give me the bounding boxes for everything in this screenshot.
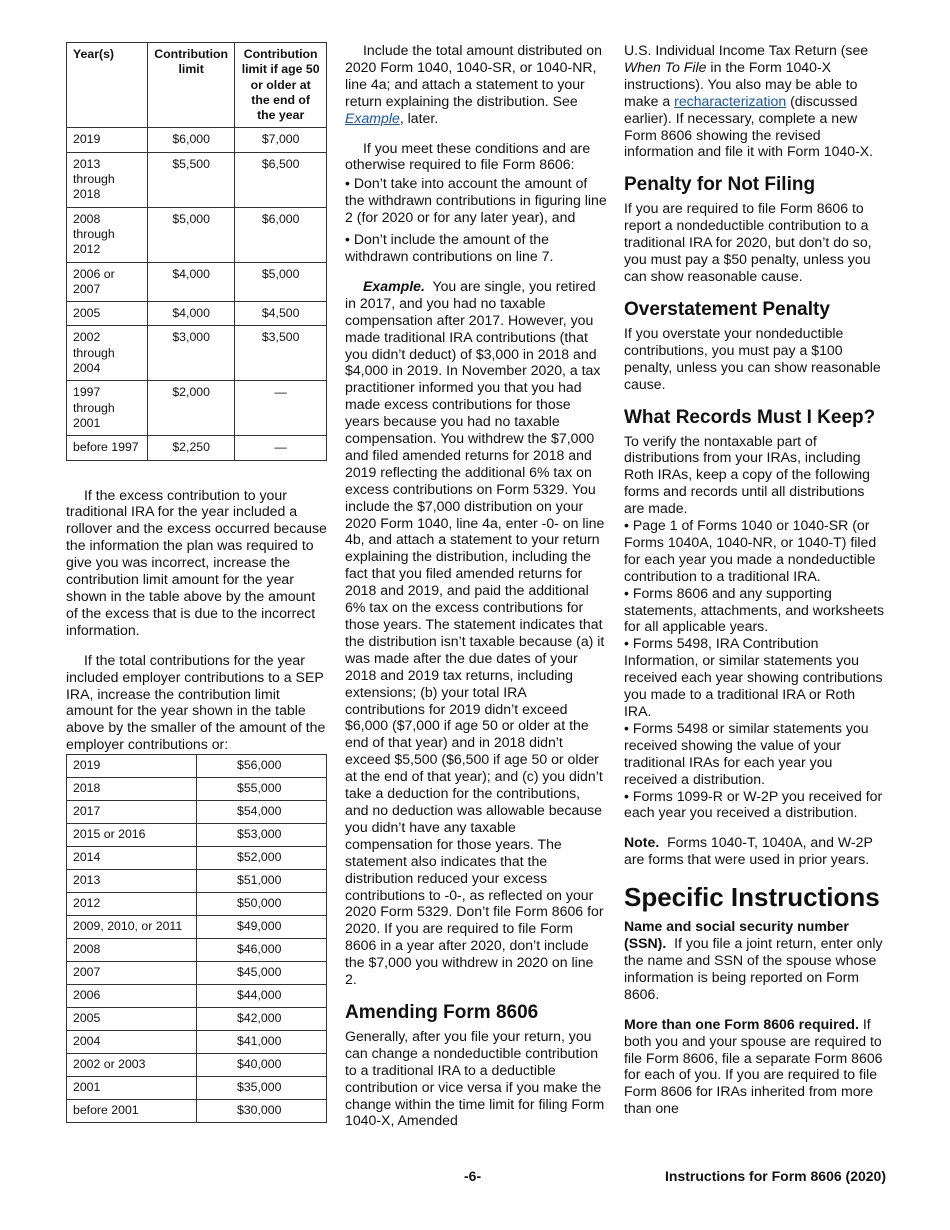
table-row xyxy=(67,302,327,326)
year-cell: 2006 xyxy=(67,985,197,1008)
records-bullet: • Forms 5498, IRA Contribution Information, or similar statements you received each year showing contributions you made to a traditional IRA or Roth IRA. xyxy=(624,635,883,719)
table-row xyxy=(67,893,327,916)
amended-return-paragraph xyxy=(624,42,886,160)
bullet-item: • Don’t include the amount of the withdrawn contributions on line 7. xyxy=(345,231,554,264)
table-row xyxy=(67,755,327,778)
ssn-text: If you file a joint return, enter only the name and SSN of the spouse whose information is being reported on Form 8606. xyxy=(624,935,883,1002)
document-title: Instructions for Form 8606 (2020) xyxy=(665,1168,886,1184)
limit-cell: $2,000 xyxy=(148,381,235,436)
table-row xyxy=(67,824,327,847)
column-1 xyxy=(66,42,328,1123)
overstatement-paragraph: If you overstate your nondeductible contributions, you must pay a $100 penalty, unless you can show reasonable cause. xyxy=(624,324,881,392)
years-cell: 2005 xyxy=(67,302,148,326)
limit-50-cell: — xyxy=(235,381,327,436)
table-row xyxy=(67,1054,327,1077)
sep-limit-table xyxy=(66,754,327,1123)
records-bullet: • Forms 5498 or similar statements you received showing the value of your traditional IRAs for each year you received a distribution. xyxy=(624,719,869,787)
penalty-heading: Penalty for Not Filing xyxy=(624,174,816,196)
table-row xyxy=(67,962,327,985)
amount-cell: $54,000 xyxy=(197,801,327,824)
note-paragraph xyxy=(624,834,886,868)
amending-paragraph: Generally, after you file your return, you can change a nondeductible contribution to a traditional IRA to a deductible contribution or vice versa if you make the change within the time limit for filing Form 1040-X, Amended xyxy=(345,1027,605,1129)
header-years: Year(s) xyxy=(67,43,148,128)
records-bullet: • Page 1 of Forms 1040 or 1040-SR (or Forms 1040A, 1040-NR, or 1040-T) filed for each year you made a nondeductible contribution to a traditional IRA. xyxy=(624,517,877,584)
page-number: -6- xyxy=(464,1168,482,1184)
bullet-text: Don’t take into account the amount of the withdrawn contributions in figuring line 2 (for 2020 or for any later year), and xyxy=(345,175,607,226)
overstatement-heading: Overstatement Penalty xyxy=(624,298,830,320)
amount-cell: $45,000 xyxy=(197,962,327,985)
year-cell: 2007 xyxy=(67,962,197,985)
records-bullet-text: Forms 5498, IRA Contribution Information, or similar statements you received each year showing contributions you made to a traditional IRA or Roth IRA. xyxy=(624,635,883,719)
years-cell: before 1997 xyxy=(67,436,148,460)
table-row xyxy=(67,1077,327,1100)
limit-50-cell: $3,500 xyxy=(235,326,327,381)
penalty-paragraph: If you are required to file Form 8606 to report a nondeductible contribution to a traditional IRA for 2020, but don’t do so, you must pay a $50 penalty, unless you can show reasonable cause. xyxy=(624,200,872,284)
years-cell: 2002 through 2004 xyxy=(67,326,148,381)
year-cell: 2019 xyxy=(67,755,197,778)
amount-cell: $49,000 xyxy=(197,916,327,939)
example-paragraph xyxy=(345,278,607,988)
ssn-paragraph xyxy=(624,918,886,1003)
table-row xyxy=(67,262,327,302)
sep-ira-paragraph: If the total contributions for the year included employer contributions to a SEP IRA, increase the contribution limit amount for the year shown in the table above by the smaller of the amount of the employer contributions or: xyxy=(66,651,326,753)
amount-cell: $50,000 xyxy=(197,893,327,916)
table-header-row xyxy=(67,43,327,128)
note-label: Note. xyxy=(624,834,660,851)
year-cell: 2014 xyxy=(67,847,197,870)
limit-50-cell: $6,500 xyxy=(235,152,327,207)
amending-heading: Amending Form 8606 xyxy=(345,1001,539,1023)
amount-cell: $41,000 xyxy=(197,1031,327,1054)
ssn-label: Name and social security number (SSN). xyxy=(624,918,849,952)
table-row xyxy=(67,1008,327,1031)
records-list xyxy=(624,517,886,821)
year-cell: 2001 xyxy=(67,1077,197,1100)
amount-cell: $46,000 xyxy=(197,939,327,962)
contribution-limit-rows xyxy=(67,128,327,460)
table-row xyxy=(67,326,327,381)
more-than-one-paragraph xyxy=(624,1016,886,1117)
bullet-item: • Don’t take into account the amount of the withdrawn contributions in figuring line 2 (for 2020 or for any later year), and xyxy=(345,175,607,226)
limit-cell: $6,000 xyxy=(148,128,235,152)
limit-50-cell: $4,500 xyxy=(235,302,327,326)
amount-cell: $53,000 xyxy=(197,824,327,847)
records-paragraph: To verify the nontaxable part of distributions from your IRAs, including Roth IRAs, keep a copy of the following forms and records until all distributions are made. xyxy=(624,432,870,517)
conditions-paragraph: If you meet these conditions and are otherwise required to file Form 8606: xyxy=(345,139,591,173)
limit-cell: $4,000 xyxy=(148,302,235,326)
year-cell: 2015 or 2016 xyxy=(67,824,197,847)
table-row xyxy=(67,1100,327,1123)
table-row xyxy=(67,436,327,460)
example-label: Example. xyxy=(363,277,425,294)
amount-cell: $52,000 xyxy=(197,847,327,870)
records-bullet: • Forms 8606 and any supporting statements, attachments, and worksheets for all applicable years. xyxy=(624,584,885,635)
year-cell: 2017 xyxy=(67,801,197,824)
more-than-one-text: If both you and your spouse are required to file Form 8606, file a separate Form 8606 for each of you. If you are required to file Form 8606 for IRAs inherited from more than one xyxy=(624,1015,883,1117)
amount-cell: $42,000 xyxy=(197,1008,327,1031)
column-2 xyxy=(345,42,607,1142)
limit-cell: $2,250 xyxy=(148,436,235,460)
year-cell: 2009, 2010, or 2011 xyxy=(67,916,197,939)
amount-cell: $30,000 xyxy=(197,1100,327,1123)
header-limit-50: Contribution limit if age 50 or older at the end of the year xyxy=(235,43,327,128)
table-row xyxy=(67,985,327,1008)
year-cell: 2004 xyxy=(67,1031,197,1054)
amount-cell: $55,000 xyxy=(197,778,327,801)
limit-50-cell: — xyxy=(235,436,327,460)
records-bullet-text: Forms 5498 or similar statements you received showing the value of your traditional IRAs for each year you received a distribution. xyxy=(624,719,869,787)
table-row xyxy=(67,916,327,939)
contribution-limit-table xyxy=(66,42,327,461)
records-bullet-text: Page 1 of Forms 1040 or 1040-SR (or Forms 1040A, 1040-NR, or 1040-T) filed for each year you made a nondeductible contribution to a traditional IRA. xyxy=(624,517,877,584)
amount-cell: $56,000 xyxy=(197,755,327,778)
limit-50-cell: $7,000 xyxy=(235,128,327,152)
table-row xyxy=(67,847,327,870)
year-cell: 2008 xyxy=(67,939,197,962)
years-cell: 1997 through 2001 xyxy=(67,381,148,436)
years-cell: 2006 or 2007 xyxy=(67,262,148,302)
text-span: in the Form 1040-X instructions). You also may be able to make a xyxy=(624,58,858,109)
text-span: U.S. Individual Income Tax Return (see xyxy=(624,42,869,58)
amount-cell: $44,000 xyxy=(197,985,327,1008)
amount-cell: $40,000 xyxy=(197,1054,327,1077)
limit-cell: $5,500 xyxy=(148,152,235,207)
records-heading: What Records Must I Keep? xyxy=(624,406,876,428)
text-span: (discussed earlier). If necessary, complete a new Form 8606 showing the revised information and file it with Form 1040-X. xyxy=(624,92,874,160)
sep-limit-rows xyxy=(67,755,327,1123)
when-to-file-italic: When To File xyxy=(624,58,707,75)
year-cell: 2013 xyxy=(67,870,197,893)
year-cell: before 2001 xyxy=(67,1100,197,1123)
records-bullet: • Forms 1099-R or W-2P you received for each year you received a distribution. xyxy=(624,787,883,821)
table-row xyxy=(67,381,327,436)
specific-instructions-heading: Specific Instructions xyxy=(624,882,880,913)
table-row xyxy=(67,778,327,801)
table-row xyxy=(67,207,327,262)
distribution-paragraph xyxy=(345,42,607,127)
limit-50-cell: $6,000 xyxy=(235,207,327,262)
year-cell: 2012 xyxy=(67,893,197,916)
limit-50-cell: $5,000 xyxy=(235,262,327,302)
more-than-one-label: More than one Form 8606 required. xyxy=(624,1015,859,1032)
note-text: Forms 1040-T, 1040A, and W-2P are forms that were used in prior years. xyxy=(624,834,873,868)
amount-cell: $51,000 xyxy=(197,870,327,893)
table-row xyxy=(67,870,327,893)
distribution-text-a: Include the total amount distributed on 2020 Form 1040, 1040-SR, or 1040-NR, line 4a; and attach a statement to your return explaining the distribution. See xyxy=(345,42,602,109)
column-3 xyxy=(624,42,886,1130)
limit-cell: $4,000 xyxy=(148,262,235,302)
years-cell: 2019 xyxy=(67,128,148,152)
example-text: You are single, you retired in 2017, and you had no taxable compensation after 2017. However, you made traditional IRA contributions (that you didn’t deduct) of $3,000 in 2018 and $4,000 in 2019. In November 2020, a tax practitioner informed you that you had made excess contributions for those years because you had no taxable compensation. You withdrew the $7,000 and filed amended returns for 2018 and 2019 reflecting the additional 6% tax on excess contributions on Form 5329. You include the $7,000 distribution on your 2020 Form 1040, line 4a, enter -0- on line 4b, and attach a statement to your return explaining the distribution, including the fact that you filed amended returns for 2018 and 2019, and paid the additional 6% tax on the excess contributions for those years. The statement indicates that the distribution isn’t taxable because (a) it was made after the due dates of your 2018 and 2019 tax returns, including extensions; (b) your total IRA contributions for 2019 didn’t exceed $6,000 ($7,000 if age 50 or older at the end of that year) and in 2018 didn’t exceed $5,500 ($6,500 if age 50 or older at the end of that year); and (c) you didn’t take a deduction for the contributions, and no deduction was allowable because you didn’t have any taxable compensation for those years. The statement also indicates that the distribution reduced your excess contributions to -0-, as reflected on your 2020 Form 5329. Don’t file Form 8606 for 2020. If you are required to file Form 8606 in a year after 2020, don’t include the $7,000 you withdrew in 2020 on line 2. xyxy=(345,277,605,988)
table-row xyxy=(67,1031,327,1054)
rollover-paragraph: If the excess contribution to your traditional IRA for the year included a rollover and the excess occurred because the information the plan was required to give you was incorrect, increase the contribution limit amount for the year shown in the table above by the amount of the excess that is due to the incorrect information. xyxy=(66,486,327,638)
bullet-text: Don’t include the amount of the withdrawn contributions on line 7. xyxy=(345,231,554,264)
table-row xyxy=(67,128,327,152)
year-cell: 2018 xyxy=(67,778,197,801)
years-cell: 2008 through 2012 xyxy=(67,207,148,262)
year-cell: 2002 or 2003 xyxy=(67,1054,197,1077)
year-cell: 2005 xyxy=(67,1008,197,1031)
amount-cell: $35,000 xyxy=(197,1077,327,1100)
limit-cell: $5,000 xyxy=(148,207,235,262)
distribution-text-b: , later. xyxy=(399,109,439,126)
example-link[interactable]: Example xyxy=(345,109,400,126)
records-bullet-text: Forms 8606 and any supporting statements, attachments, and worksheets for all applicable years. xyxy=(624,584,885,635)
limit-cell: $3,000 xyxy=(148,326,235,381)
years-cell: 2013 through 2018 xyxy=(67,152,148,207)
header-limit: Contribution limit xyxy=(148,43,235,128)
table-row xyxy=(67,801,327,824)
table-row xyxy=(67,152,327,207)
table-row xyxy=(67,939,327,962)
records-bullet-text: Forms 1099-R or W-2P you received for each year you received a distribution. xyxy=(624,787,883,821)
recharacterization-link[interactable]: recharacterization xyxy=(674,92,787,109)
